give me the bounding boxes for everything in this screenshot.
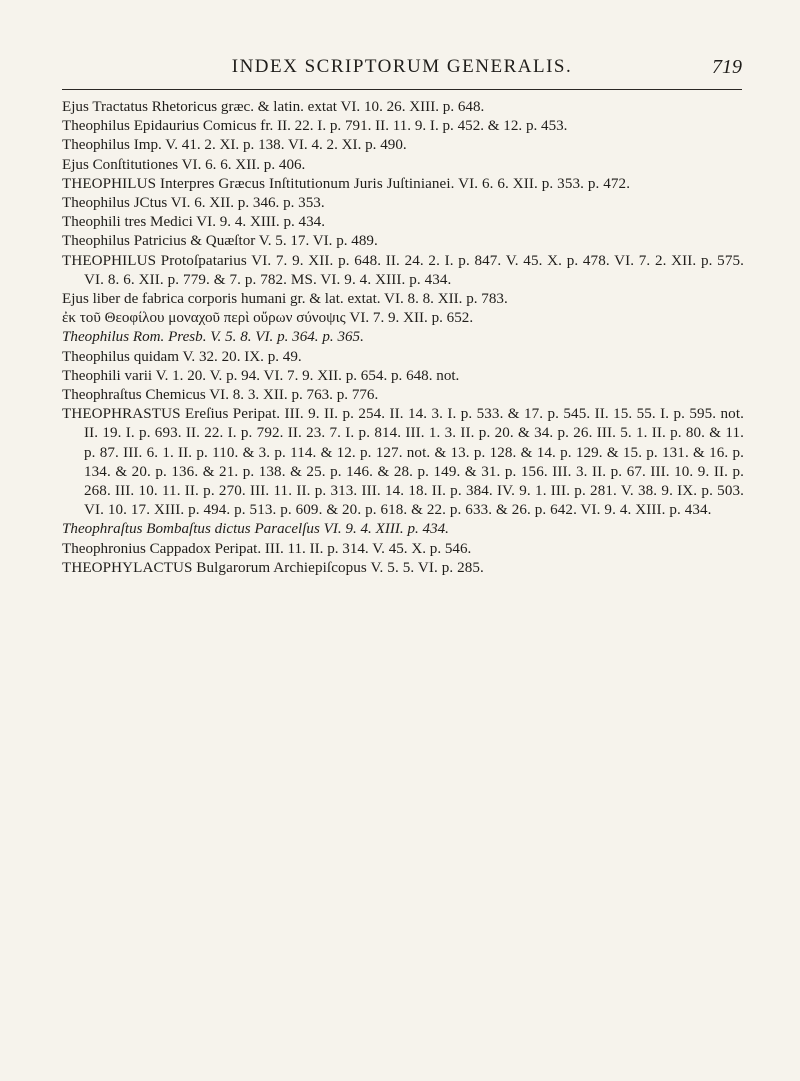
index-entry: Ejus liber de fabrica corporis humani gr. & lat. extat. VI. 8. 8. XII. p. 783. [62, 291, 508, 308]
index-entry: Ejus Tractatus Rhetoricus græc. & latin. extat VI. 10. 26. XIII. p. 648. [62, 99, 485, 115]
index-entry: THEOPHILUS Protoſpatarius VI. 7. 9. XII. p. 648. II. 24. 2. I. p. 847. V. 45. X. p. 478. VI. 7. 2. XII. p. 575. VI. 8. 6. XII. p. 779. & 7. p. 782. MS. VI. 9. 4. XIII. p. 434. [62, 252, 744, 288]
page-header [62, 56, 742, 88]
index-entry: Theophraſtus Bombaſtus dictus Paracelſus VI. 9. 4. XIII. p. 434. [62, 521, 449, 538]
index-entry: Theophilus Rom. Presb. V. 5. 8. VI. p. 364. p. 365. [62, 329, 364, 346]
index-entry: Theophronius Cappadox Peripat. III. 11. II. p. 314. V. 45. X. p. 546. [62, 540, 472, 557]
index-entry: THEOPHILUS Interpres Græcus Inſtitutionum Juris Juſtinianei. VI. 6. 6. XII. p. 353. p. 472. [62, 175, 631, 192]
index-entries [62, 98, 744, 578]
index-entry: THEOPHRASTUS Ereſius Peripat. III. 9. II. p. 254. II. 14. 3. I. p. 533. & 17. p. 545. II. 15. 55. I. p. 595. not. II. 19. I. p. 693. II. 22. I. p. 792. II. 23. 7. I. p. 814. III. 1. 3. II. p. 20. & 34. p. 26. III. 5. 1. II. p. 80. & 11. p. 87. III. 6. 1. II. p. 110. & 3. p. 114. & 12. p. 127. not. & 13. p. 128. & 14. p. 129. & 15. p. 131. & 16. p. 134. & 20. p. 136. & 21. p. 138. & 25. p. 146. & 28. p. 149. & 31. p. 156. III. 3. II. p. 67. III. 10. 9. II. p. 268. III. 10. 11. II. p. 270. III. 11. II. p. 313. III. 14. 18. II. p. 384. IV. 9. 1. III. p. 281. V. 38. 9. IX. p. 503. VI. 10. 17. XIII. p. 494. p. 513. p. 609. & 20. p. 618. & 22. p. 633. & 26. p. 642. VI. 9. 4. XIII. p. 434. [62, 406, 744, 519]
page-number: 719 [712, 56, 742, 78]
index-entry: Theophilus Patricius & Quæſtor V. 5. 17. VI. p. 489. [62, 233, 378, 250]
index-entry: Theophilus Imp. V. 41. 2. XI. p. 138. VI. 4. 2. XI. p. 490. [62, 137, 407, 154]
index-entry: Theophraſtus Chemicus VI. 8. 3. XII. p. 763. p. 776. [62, 387, 379, 404]
index-entry: ἐκ τοῦ Θεοφίλου μοναχοῦ περὶ οὔρων σύνοψις VI. 7. 9. XII. p. 652. [62, 310, 474, 327]
index-entry: Theophilus quidam V. 32. 20. IX. p. 49. [62, 348, 302, 365]
header-rule [62, 89, 742, 90]
index-entry: Theophilus JCtus VI. 6. XII. p. 346. p. 353. [62, 195, 325, 212]
index-entry: THEOPHYLACTUS Bulgarorum Archiepiſcopus V. 5. 5. VI. p. 285. [62, 559, 484, 576]
index-entry: Theophili tres Medici VI. 9. 4. XIII. p. 434. [62, 214, 325, 231]
index-entry: Theophili varii V. 1. 20. V. p. 94. VI. 7. 9. XII. p. 654. p. 648. not. [62, 367, 460, 384]
running-title: INDEX SCRIPTORUM GENERALIS. [231, 56, 573, 77]
index-entry: Ejus Conſtitutiones VI. 6. 6. XII. p. 406. [62, 156, 306, 173]
index-entry: Theophilus Epidaurius Comicus fr. II. 22. I. p. 791. II. 11. 9. I. p. 452. & 12. p. 453. [62, 118, 568, 135]
